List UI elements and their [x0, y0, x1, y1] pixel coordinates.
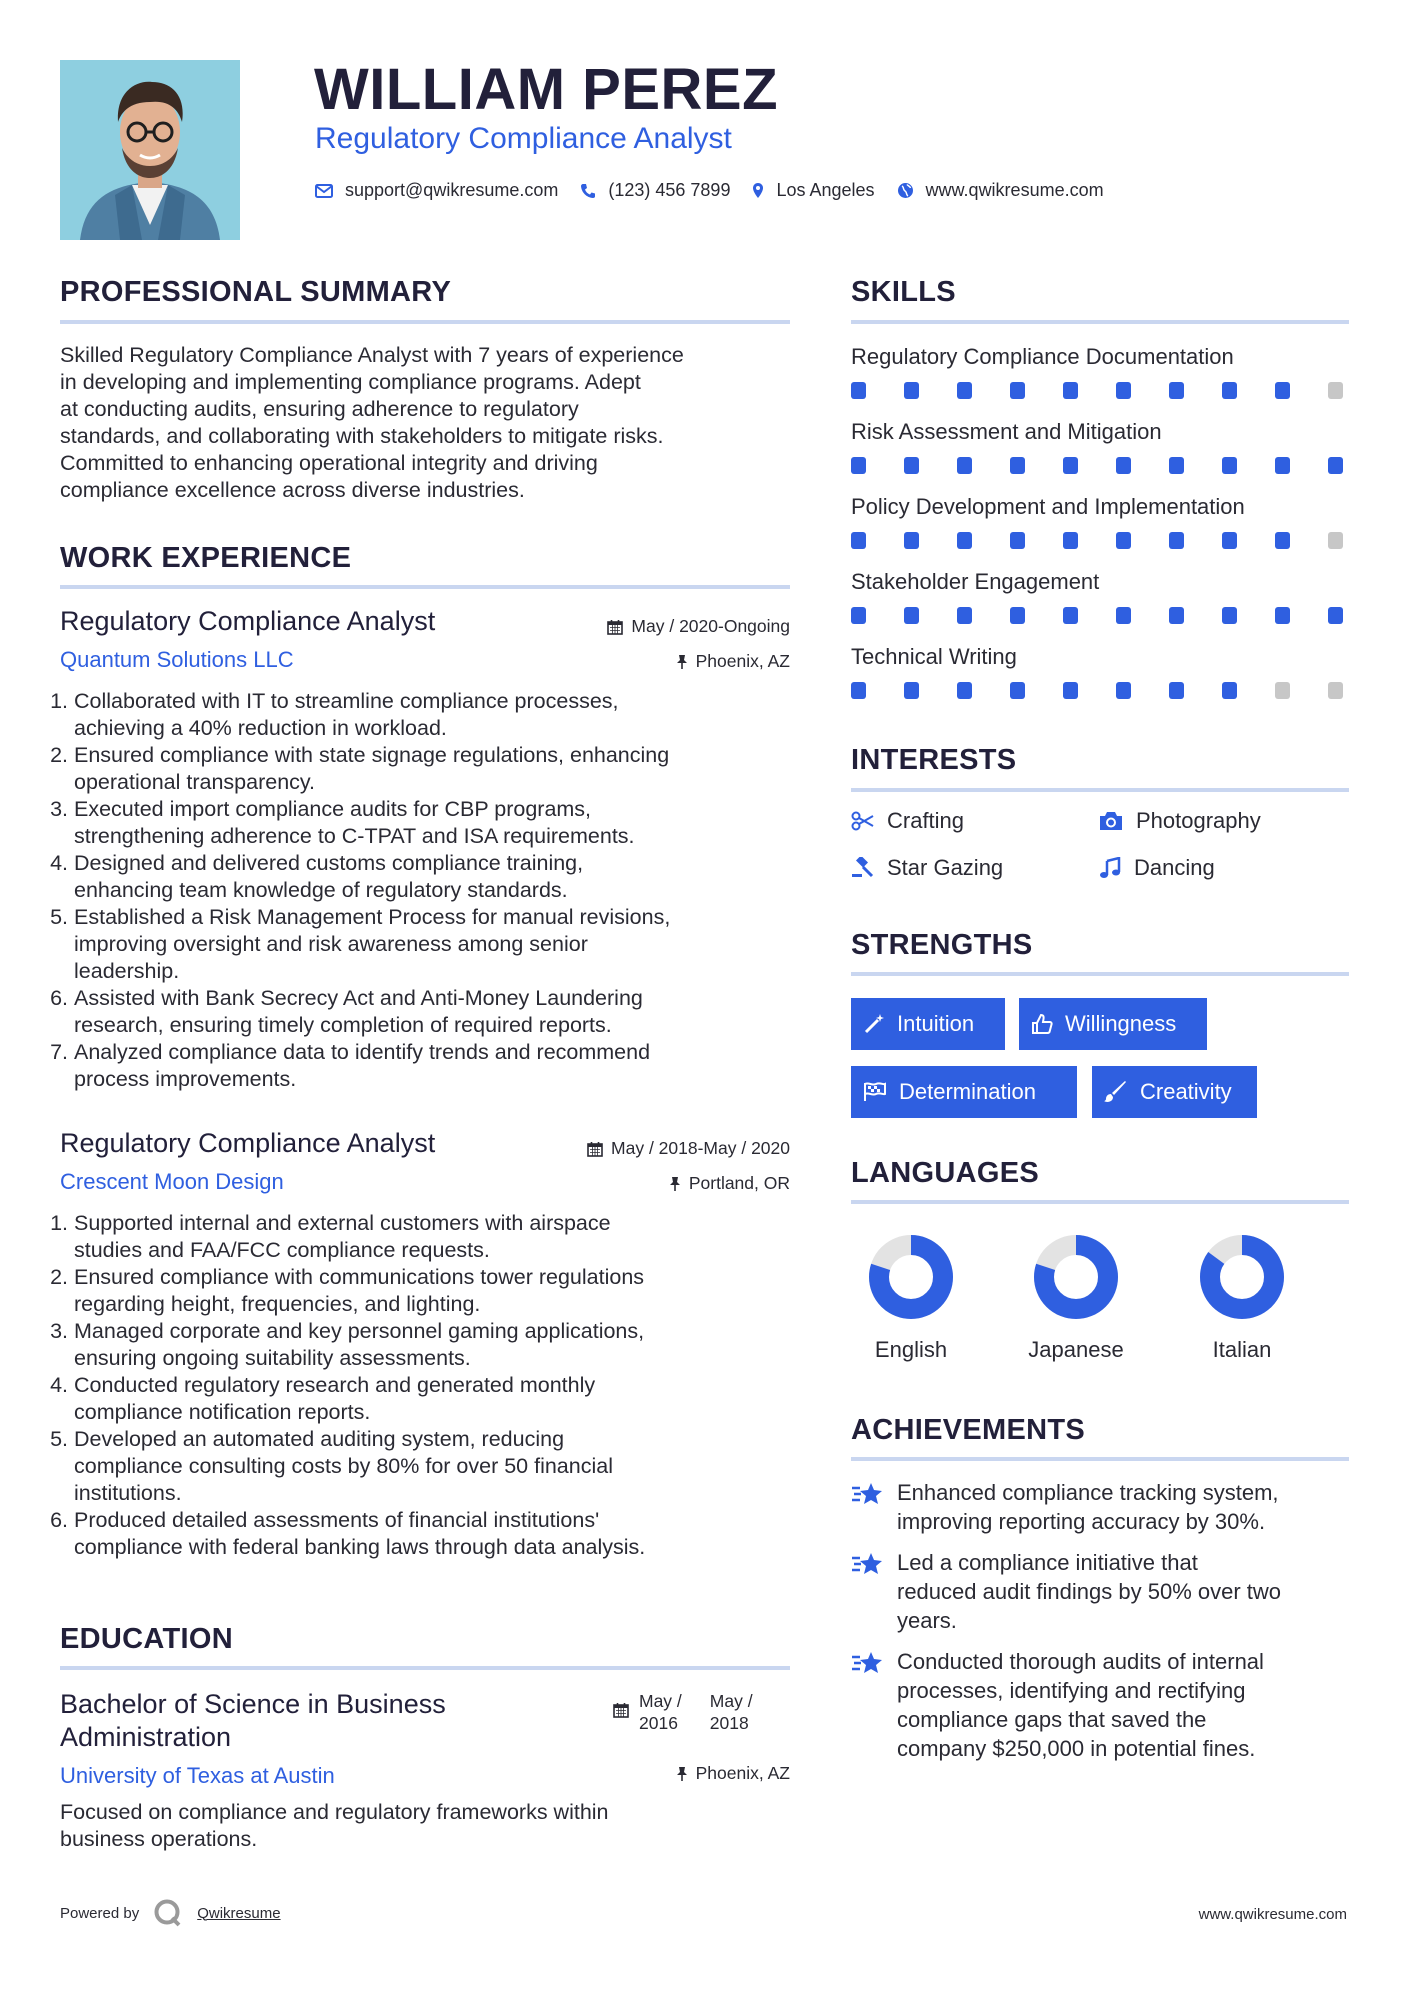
end-month: May /: [709, 1691, 753, 1711]
list-item: [50, 1318, 790, 1372]
achievement-line: improving reporting accuracy by 30%.: [897, 1509, 1266, 1534]
skill-dot-filled: [957, 607, 972, 624]
bullet-number: 6.: [50, 986, 68, 1010]
skill-dot-filled: [1222, 457, 1237, 474]
bullet-line: improving oversight and risk awareness among senior: [74, 932, 588, 956]
skill-dot-filled: [1169, 382, 1184, 399]
bullet-line: enhancing team knowledge of regulatory standards.: [74, 878, 568, 902]
achievement-line: compliance gaps that saved the: [897, 1707, 1207, 1732]
achievement-text: [897, 1478, 1279, 1536]
job-location: [676, 651, 790, 672]
achievement-line: reduced audit findings by 50% over two: [897, 1579, 1282, 1604]
language-donut: [866, 1232, 956, 1322]
experience-divider: [60, 585, 790, 589]
bullet-line: Collaborated with IT to streamline compliance processes,: [74, 689, 619, 713]
skills-divider: [851, 320, 1349, 324]
phone-text: (123) 456 7899: [608, 180, 731, 200]
bullet-number: 4.: [50, 1373, 68, 1397]
languages-heading: LANGUAGES: [851, 1157, 1039, 1189]
calendar-icon: [613, 1702, 629, 1718]
education-heading: EDUCATION: [60, 1623, 233, 1655]
skill-dot-filled: [1010, 607, 1025, 624]
language-item: [1011, 1232, 1141, 1363]
candidate-name: WILLIAM PEREZ: [314, 57, 779, 122]
skill-dot-empty: [1328, 682, 1343, 699]
bullet-line: Executed import compliance audits for CBP programs,: [74, 797, 592, 821]
strength-label: Intuition: [897, 1011, 975, 1036]
thumbs-up-icon: [1031, 1013, 1053, 1035]
skill-dot-filled: [1222, 682, 1237, 699]
bullet-line: ensuring ongoing suitability assessments.: [74, 1346, 471, 1370]
star-award-icon: [851, 1480, 885, 1508]
skills-heading: SKILLS: [851, 276, 956, 308]
list-item: [50, 985, 790, 1039]
job-bullets: [50, 688, 790, 1093]
website-text: www.qwikresume.com: [925, 180, 1104, 200]
skill-name: Policy Development and Implementation: [851, 494, 1245, 519]
skill-dot-filled: [904, 607, 919, 624]
skill-dot-filled: [1063, 382, 1078, 399]
contact-website[interactable]: [897, 180, 1104, 201]
skill-dot-filled: [1169, 607, 1184, 624]
bullet-line: institutions.: [74, 1481, 182, 1505]
summary-text: [60, 342, 795, 504]
bullet-number: 2.: [50, 743, 68, 767]
skill-dot-filled: [1063, 457, 1078, 474]
bullet-line: regarding height, frequencies, and lighting.: [74, 1292, 481, 1316]
summary-line: standards, and collaborating with stakeholders to mitigate risks.: [60, 424, 664, 448]
candidate-title: Regulatory Compliance Analyst: [315, 122, 732, 155]
skill-dot-empty: [1328, 382, 1343, 399]
list-item: [50, 1264, 790, 1318]
email-text: support@qwikresume.com: [345, 180, 559, 200]
achievement-line: years.: [897, 1608, 957, 1633]
summary-divider: [60, 320, 790, 324]
bullet-line: research, ensuring timely completion of required reports.: [74, 1013, 612, 1037]
bullet-line: Assisted with Bank Secrecy Act and Anti-Money Laundering: [74, 986, 643, 1010]
music-note-icon: [1098, 857, 1122, 879]
envelope-icon: [315, 184, 333, 198]
summary-line: compliance excellence across diverse industries.: [60, 478, 525, 502]
summary-line: Committed to enhancing operational integrity and driving: [60, 451, 598, 475]
skill-dot-filled: [1116, 382, 1131, 399]
paintbrush-icon: [1104, 1081, 1128, 1103]
skill-dot-filled: [1116, 607, 1131, 624]
bullet-line: leadership.: [74, 959, 180, 983]
footer-powered-by: [60, 1898, 281, 1928]
skill-dot-empty: [1275, 682, 1290, 699]
education-location: [676, 1763, 790, 1784]
achievement-item: [851, 1647, 1351, 1763]
skill-dot-filled: [1063, 532, 1078, 549]
achievement-text: [897, 1647, 1264, 1763]
summary-heading: PROFESSIONAL SUMMARY: [60, 276, 452, 308]
interest-item: [1098, 808, 1261, 834]
bullet-line: Ensured compliance with state signage regulations, enhancing: [74, 743, 670, 767]
strength-badge: [851, 1066, 1077, 1118]
achievement-item: [851, 1548, 1351, 1635]
job-dates-text: May / 2020-Ongoing: [631, 616, 790, 636]
strength-badge: [1019, 998, 1207, 1050]
calendar-icon: [607, 619, 623, 635]
skill-dot-filled: [1328, 457, 1343, 474]
interests-heading: INTERESTS: [851, 744, 1017, 776]
bullet-line: compliance notification reports.: [74, 1400, 371, 1424]
bullet-line: compliance consulting costs by 80% for over 50 financial: [74, 1454, 613, 1478]
language-item: [1177, 1232, 1307, 1363]
bullet-line: achieving a 40% reduction in workload.: [74, 716, 447, 740]
achievement-line: company $250,000 in potential fines.: [897, 1736, 1256, 1761]
list-item: [50, 1210, 790, 1264]
footer-url[interactable]: www.qwikresume.com: [1198, 1906, 1347, 1923]
interest-label: Star Gazing: [887, 855, 1004, 880]
skill-dot-filled: [851, 607, 866, 624]
bullet-line: Established a Risk Management Process for manual revisions,: [74, 905, 671, 929]
calendar-icon: [587, 1141, 603, 1157]
skill-rating: [851, 382, 1351, 399]
bullet-number: 7.: [50, 1040, 68, 1064]
skill-rating: [851, 682, 1351, 699]
skill-dot-filled: [904, 532, 919, 549]
skill-dot-filled: [1116, 682, 1131, 699]
bullet-number: 1.: [50, 1211, 68, 1235]
skill-dot-filled: [1169, 532, 1184, 549]
bullet-number: 5.: [50, 905, 68, 929]
school-name: University of Texas at Austin: [60, 1763, 335, 1788]
location-text: Los Angeles: [776, 180, 875, 200]
interest-label: Photography: [1136, 808, 1261, 833]
list-item: [50, 1426, 790, 1507]
contact-email[interactable]: [315, 180, 558, 201]
language-label: Japanese: [1028, 1337, 1124, 1362]
skill-dot-empty: [1328, 532, 1343, 549]
strength-label: Willingness: [1065, 1011, 1177, 1036]
magic-wand-icon: [863, 1013, 885, 1035]
degree-line: Bachelor of Science in Business: [60, 1689, 446, 1719]
list-item: [50, 850, 790, 904]
degree-line: Administration: [60, 1722, 232, 1752]
skill-name: Stakeholder Engagement: [851, 569, 1100, 594]
interest-item: [851, 855, 1003, 881]
skill-dot-filled: [1010, 382, 1025, 399]
bullet-line: strengthening adherence to C-TPAT and ISA requirements.: [74, 824, 635, 848]
skill-rating: [851, 457, 1351, 474]
job-bullets: [50, 1210, 790, 1561]
bullet-number: 6.: [50, 1508, 68, 1532]
start-year: 2016: [639, 1713, 678, 1733]
language-donut: [1031, 1232, 1121, 1322]
skill-rating: [851, 607, 1351, 624]
skill-dot-filled: [1010, 457, 1025, 474]
list-item: [50, 904, 790, 985]
education-location-text: Phoenix, AZ: [695, 1763, 790, 1783]
skill-rating: [851, 532, 1351, 549]
pushpin-icon: [676, 654, 688, 670]
bullet-line: process improvements.: [74, 1067, 297, 1091]
bullet-line: Produced detailed assessments of financial institutions': [74, 1508, 600, 1532]
achievement-item: [851, 1478, 1351, 1536]
education-desc-line: business operations.: [60, 1827, 258, 1851]
qwikresume-logo-icon: [153, 1898, 183, 1928]
bullet-line: Conducted regulatory research and generated monthly: [74, 1373, 596, 1397]
camera-icon: [1098, 810, 1124, 832]
skill-dot-filled: [1063, 607, 1078, 624]
list-item: [50, 688, 790, 742]
job-location-text: Portland, OR: [688, 1173, 790, 1193]
flag-icon: [863, 1082, 887, 1102]
skill-name: Technical Writing: [851, 644, 1017, 669]
job-title: Regulatory Compliance Analyst: [60, 1128, 436, 1158]
skill-dot-filled: [1275, 457, 1290, 474]
pushpin-icon: [669, 1176, 681, 1192]
skill-dot-filled: [904, 682, 919, 699]
contact-row: [315, 180, 1126, 201]
language-item: [846, 1232, 976, 1363]
language-label: English: [874, 1337, 948, 1362]
job-dates: [607, 616, 790, 637]
skill-dot-filled: [851, 382, 866, 399]
skill-name: Risk Assessment and Mitigation: [851, 419, 1162, 444]
skill-dot-filled: [851, 682, 866, 699]
star-award-icon: [851, 1550, 885, 1578]
skill-dot-filled: [1116, 532, 1131, 549]
strength-label: Determination: [899, 1079, 1036, 1104]
degree-title: [60, 1688, 446, 1754]
contact-location: [752, 180, 874, 201]
language-donut: [1197, 1232, 1287, 1322]
interest-item: [1098, 855, 1215, 881]
company-name: Quantum Solutions LLC: [60, 647, 294, 672]
education-end: [710, 1690, 753, 1734]
skill-dot-filled: [1169, 457, 1184, 474]
interest-label: Crafting: [887, 808, 965, 833]
skill-dot-filled: [1222, 607, 1237, 624]
education-description: [60, 1799, 790, 1853]
interest-item: [851, 808, 964, 834]
powered-by-text: Powered by: [60, 1904, 140, 1922]
scissors-icon: [851, 811, 875, 831]
skill-dot-filled: [1328, 607, 1343, 624]
list-item: [50, 1372, 790, 1426]
skill-dot-filled: [957, 682, 972, 699]
language-label: Italian: [1212, 1337, 1272, 1362]
strength-badge: [851, 998, 1005, 1050]
skill-dot-filled: [957, 532, 972, 549]
achievement-text: [897, 1548, 1281, 1635]
bullet-line: studies and FAA/FCC compliance requests.: [74, 1238, 490, 1262]
summary-line: Skilled Regulatory Compliance Analyst with 7 years of experience: [60, 343, 684, 367]
summary-line: at conducting audits, ensuring adherence to regulatory: [60, 397, 579, 421]
education-desc-line: Focused on compliance and regulatory frameworks within: [60, 1800, 609, 1824]
skill-dot-filled: [1063, 682, 1078, 699]
globe-icon: [897, 182, 914, 199]
skill-dot-filled: [1116, 457, 1131, 474]
languages-divider: [851, 1200, 1349, 1204]
skill-dot-filled: [1169, 682, 1184, 699]
list-item: [50, 1507, 790, 1561]
bullet-line: Supported internal and external customers with airspace: [74, 1211, 611, 1235]
skill-dot-filled: [904, 457, 919, 474]
bullet-line: Designed and delivered customs compliance training,: [74, 851, 584, 875]
list-item: [50, 1039, 790, 1093]
list-item: [50, 742, 790, 796]
gavel-icon: [851, 857, 875, 879]
pushpin-icon: [676, 1766, 688, 1782]
strength-label: Creativity: [1140, 1079, 1232, 1104]
portrait-illustration: [60, 60, 240, 240]
achievement-line: processes, identifying and rectifying: [897, 1678, 1246, 1703]
skill-dot-filled: [851, 457, 866, 474]
strength-badge: [1092, 1066, 1257, 1118]
bullet-line: Ensured compliance with communications tower regulations: [74, 1265, 645, 1289]
skill-dot-filled: [957, 382, 972, 399]
phone-icon: [580, 183, 596, 199]
achievement-line: Led a compliance initiative that: [897, 1550, 1198, 1575]
job-title: Regulatory Compliance Analyst: [60, 606, 436, 636]
job-dates-text: May / 2018-May / 2020: [611, 1138, 790, 1158]
bullet-number: 3.: [50, 1319, 68, 1343]
skill-name: Regulatory Compliance Documentation: [851, 344, 1234, 369]
skill-dot-filled: [851, 532, 866, 549]
interests-divider: [851, 788, 1349, 792]
start-month: May /: [639, 1691, 682, 1711]
job-location: [669, 1173, 790, 1194]
job-location-text: Phoenix, AZ: [695, 651, 790, 671]
achievements-heading: ACHIEVEMENTS: [851, 1414, 1086, 1446]
bullet-line: operational transparency.: [74, 770, 316, 794]
list-item: [50, 796, 790, 850]
achievement-line: Enhanced compliance tracking system,: [897, 1480, 1279, 1505]
interest-label: Dancing: [1134, 855, 1215, 880]
contact-phone[interactable]: [580, 180, 730, 201]
skill-dot-filled: [1275, 532, 1290, 549]
skill-dot-filled: [904, 382, 919, 399]
bullet-number: 5.: [50, 1427, 68, 1451]
bullet-number: 3.: [50, 797, 68, 821]
skill-dot-filled: [1010, 682, 1025, 699]
skill-dot-filled: [1275, 382, 1290, 399]
map-pin-icon: [752, 182, 764, 199]
skill-dot-filled: [957, 457, 972, 474]
summary-line: in developing and implementing compliance programs. Adept: [60, 370, 641, 394]
bullet-number: 1.: [50, 689, 68, 713]
strengths-heading: STRENGTHS: [851, 929, 1033, 961]
strengths-divider: [851, 972, 1349, 976]
bullet-line: Analyzed compliance data to identify trends and recommend: [74, 1040, 651, 1064]
education-dates: [613, 1690, 753, 1734]
brand-link[interactable]: Qwikresume: [197, 1904, 281, 1922]
experience-heading: WORK EXPERIENCE: [60, 542, 352, 574]
achievements-divider: [851, 1457, 1349, 1461]
bullet-line: Developed an automated auditing system, reducing: [74, 1427, 565, 1451]
end-year: 2018: [709, 1713, 749, 1733]
star-award-icon: [851, 1649, 885, 1677]
profile-photo: [60, 60, 240, 240]
bullet-number: 4.: [50, 851, 68, 875]
skill-dot-filled: [1222, 382, 1237, 399]
job-dates: [587, 1138, 790, 1159]
education-start: [639, 1690, 682, 1734]
bullet-number: 2.: [50, 1265, 68, 1289]
skill-dot-filled: [1222, 532, 1237, 549]
bullet-line: compliance with federal banking laws through data analysis.: [74, 1535, 646, 1559]
bullet-line: Managed corporate and key personnel gaming applications,: [74, 1319, 645, 1343]
achievement-line: Conducted thorough audits of internal: [897, 1649, 1264, 1674]
company-name: Crescent Moon Design: [60, 1169, 284, 1194]
education-divider: [60, 1666, 790, 1670]
skill-dot-filled: [1010, 532, 1025, 549]
skill-dot-filled: [1275, 607, 1290, 624]
